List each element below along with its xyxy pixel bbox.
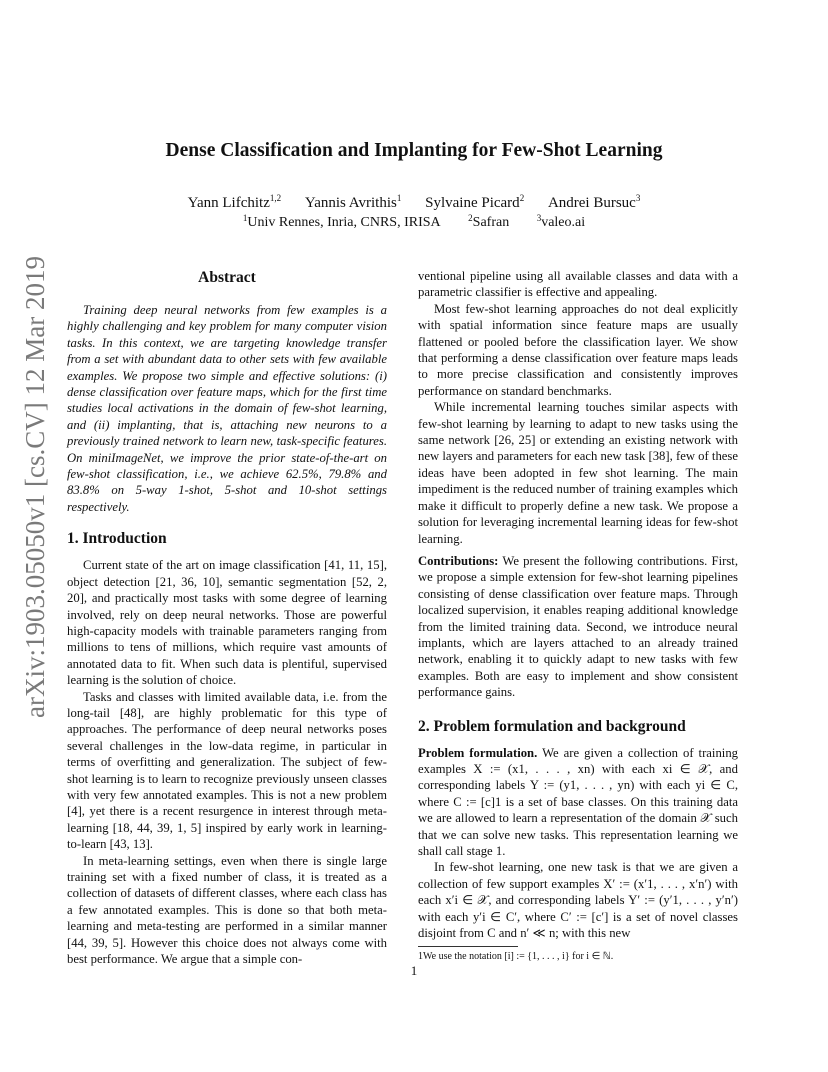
affiliation: $^2$Safran	[468, 213, 510, 230]
section-heading-introduction: 1. Introduction	[67, 530, 167, 548]
intro-paragraph: While incremental learning touches similar aspects with few-shot learning by learning to adapt to new tasks using the same network [26, 25] or extending an existing network with new layers and parameters for each new task [38], few of these ideas have been adopted in few shot learning. The main impediment is the reduced number of training examples which make it difficult to properly define a new task. We propose a solution for leveraging incremental learning ideas for few-shot learning.	[418, 400, 738, 546]
footnote: 1We use the notation [i] := {1, . . . , i} for i ∈ ℕ.	[418, 951, 614, 962]
intro-paragraph: Current state of the art on image classification [41, 11, 15], object detection [21, 36, 10], semantic segmentation [52, 2, 20], and practically most tasks with some degree of learning involved, rely on deep neural networks. Those are powerful high-capacity models with trainable parameters ranging from millions to tens of millions, which require vast amounts of annotated data to fit. When such data is plentiful, supervised learning is the solution of choice.	[67, 558, 387, 688]
abstract-text: Training deep neural networks from few examples is a highly challenging and key problem for many computer vision tasks. In this context, we are targeting knowledge transfer from a set with abundant data to other sets with few available examples. We propose two simple and effective solutions: (i) dense classification over feature maps, which for the first time studies local activations in the domain of few-shot learning, and (ii) implanting, that is, attaching new neurons to a previously trained network to learn new, task-specific features. On miniImageNet, we improve the prior state-of-the-art on few-shot classification, i.e., we achieve 62.5%, 79.8% and 83.8% on 5-way 1-shot, 5-shot and 10-shot settings respectively.	[67, 303, 387, 514]
page-number: 1	[410, 963, 418, 978]
affiliation: $^1$Univ Rennes, Inria, CNRS, IRISA	[242, 213, 441, 230]
intro-paragraph: In meta-learning settings, even when there is single large training set with a fixed number of class, it is treated as a collection of datasets of different classes, where each class has a few annotated examples. This is done so that both meta-learning and meta-testing are performed in a similar manner [44, 39, 5]. However this choice does not always come with best performance. We argue that a simple con-	[67, 853, 387, 967]
paper-title: Dense Classification and Implanting for Few-Shot Learning	[165, 140, 663, 161]
problem-text: We are given a collection of training examples X := (x1, . . . , xn) with each xi ∈ 𝒳, and corresponding labels Y := (y1, . . . , yn) with each yi ∈ C, where C := [c]1 is a set of base classes. On this training data we are allowed to learn a representation of the domain 𝒳 such that we can solve new tasks. This representation learning we shall call stage 1.	[418, 745, 739, 858]
author: Yann Lifchitz$^{1,2}$	[187, 193, 282, 211]
problem-label: Problem formulation.	[418, 745, 538, 760]
author: Sylvaine Picard$^2$	[425, 193, 525, 211]
intro-paragraph: Tasks and classes with limited available data, i.e. from the long-tail [48], are highly problematic for this type of approaches. The performance of deep neural networks poses several challenges in the low-data regime, in particular in terms of overfitting and generalization. The subject of few-shot learning is to learn to recognize previously unseen classes with very few annotated examples. This is not a new problem [4], yet there is a recent resurgence in interest through meta-learning [18, 44, 39, 1, 5] inspired by early work in learning-to-learn [43, 13].	[67, 689, 387, 852]
contributions-text: We present the following contributions. First, we propose a simple extension for few-shot learning pipelines consisting of dense classification over feature maps. Through localized supervision, it enables reaping additional knowledge from the limited training data. Second, we introduce neural implants, which are layers attached to an already trained network, enabling it to quickly adapt to new tasks with few examples. Both are easy to implement and show consistent performance gains.	[418, 553, 738, 700]
problem-paragraph	[418, 745, 738, 860]
fewshot-paragraph: In few-shot learning, one new task is that we are given a collection of few support examples X′ := (x′1, . . . , x′n′) with each x′i ∈ 𝒳, and corresponding labels Y′ := (y′1, . . . , y′n′) with each y′i ∈ C′, where C′ := [c′] is a set of novel classes disjoint from C and n′ ≪ n; with this new	[418, 860, 738, 941]
section-heading-problem: 2. Problem formulation and background	[418, 717, 686, 735]
contributions-label: Contributions:	[418, 553, 499, 568]
author: Andrei Bursuc$^3$	[547, 193, 641, 211]
intro-paragraph: ventional pipeline using all available classes and data with a parametric classifier is effective and appealing.	[418, 269, 738, 300]
footnote-divider	[418, 946, 518, 947]
author: Yannis Avrithis$^1$	[304, 193, 402, 211]
affiliation-list	[60, 215, 768, 231]
right-column	[418, 268, 738, 941]
contributions-paragraph	[418, 553, 738, 701]
author-list	[60, 195, 768, 212]
intro-paragraph: Most few-shot learning approaches do not deal explicitly with spatial information since feature maps are usually flattened or pooled before the classification layer. We show that performing a dense classification over feature maps leads to more precise classification and consistently improves performance on standard benchmarks.	[418, 301, 738, 398]
abstract-heading: Abstract	[198, 269, 256, 286]
affiliation: $^3$valeo.ai	[536, 213, 586, 230]
left-column	[67, 268, 387, 967]
